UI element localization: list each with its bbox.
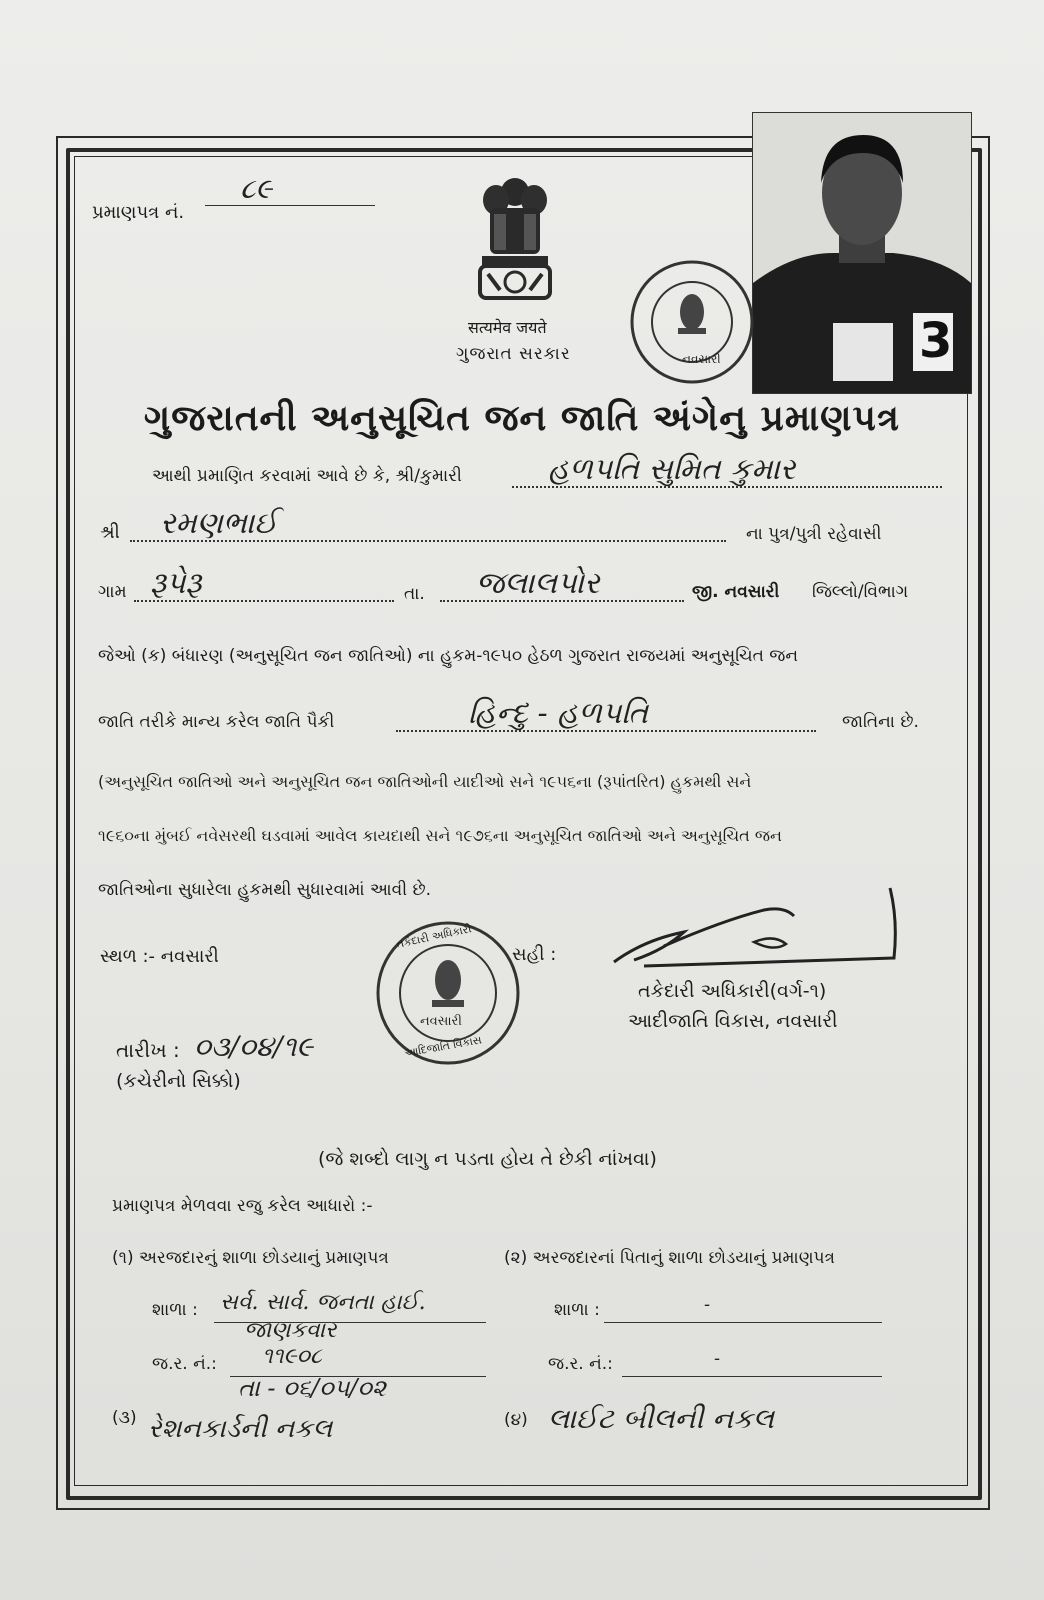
- para-line-4: ૧૯૬૦ના મુંબઈ નવેસરથી ઘડવામાં આવેલ કાયદાથી સને ૧૯૭૬ના અનુસૂચિત જાતિઓ અને અનુસૂચિત જન: [98, 826, 782, 845]
- photo-jersey-number: 3: [919, 313, 953, 369]
- document-4-value: લાઈટ બીલની નકલ: [548, 1402, 775, 1435]
- seal-top-center-text: નવસારી: [682, 352, 721, 366]
- officer-office: આદીજાતિ વિકાસ, નવસારી: [628, 1010, 838, 1032]
- certificate-title: ગુજરાતની અનુસૂચિત જન જાતિ અંગેનુ પ્રમાણપત્ર: [143, 398, 901, 439]
- document-1-label: (૧) અરજદારનું શાળા છોડયાનું પ્રમાણપત્ર: [112, 1248, 389, 1268]
- district-label: જી. નવસારી: [692, 582, 780, 602]
- para-line-5: જાતિઓના સુધારેલા હુકમથી સુધારવામાં આવી છે.: [98, 880, 431, 900]
- father-name-value: રમણભાઈ: [160, 506, 278, 541]
- basis-label: પ્રમાણપત્ર મેળવવા રજુ કરેલ આધારો :-: [112, 1196, 373, 1216]
- gr-2-label: જ.ર. નં.:: [548, 1354, 613, 1374]
- date-label: તારીખ :: [116, 1038, 180, 1062]
- gr-1-label: જ.ર. નં.:: [152, 1354, 217, 1374]
- caste-label: જાતિ તરીકે માન્ય કરેલ જાતિ પૈકી: [98, 712, 335, 732]
- office-seal-top-icon: [626, 252, 756, 392]
- district-suffix: જિલ્લો/વિભાગ: [812, 582, 909, 602]
- seal-label: (કચેરીનો સિક્કો): [116, 1070, 241, 1092]
- village-label: ગામ: [98, 582, 127, 602]
- gr-2-value: -: [714, 1348, 721, 1369]
- shri-label: શ્રી: [100, 522, 120, 543]
- son-of-label: ના પુત્ર/પુત્રી રહેવાસી: [746, 524, 882, 544]
- seal-ring-bottom: આદિજાતિ વિકાસ: [403, 1033, 483, 1060]
- document-3-label: (૩): [112, 1408, 137, 1428]
- seal-ring-top: તકેદારી અધિકારી: [395, 922, 473, 951]
- para-line-1: જેઓ (ક) બંધારણ (અનુસૂચિત જન જાતિઓ) ના હુકમ-૧૯૫૦ હેઠળ ગુજરાત રાજયમાં અનુસૂચિત જન: [98, 646, 799, 666]
- village-value: રૂપેરૂ: [150, 566, 202, 601]
- strike-note: (જે શબ્દો લાગુ ન પડતા હોય તે છેકી નાંખવા): [318, 1148, 657, 1170]
- school-1-value: સર્વ. સાર્વ. જનતા હાઈ.: [220, 1290, 426, 1315]
- certificate-number-line: [205, 205, 375, 206]
- seal-center-text: નવસારી: [420, 1014, 462, 1029]
- certificate-number-value: ૮૯: [240, 172, 272, 205]
- applicant-photo: [752, 112, 972, 394]
- signature-label: સહી :: [512, 944, 557, 965]
- school-2-line: [604, 1322, 882, 1323]
- government-name: ગુજરાત સરકાર: [456, 344, 571, 364]
- place-label: સ્થળ :- નવસારી: [100, 946, 219, 967]
- taluka-label: તા.: [404, 584, 425, 604]
- gr-1-value: ૧૧૯૦૮: [262, 1344, 322, 1369]
- school-1-value-line2: જાણકવાર: [244, 1318, 337, 1343]
- taluka-value: જલાલપોર: [476, 566, 600, 601]
- gr-2-line: [622, 1376, 882, 1377]
- officer-title: તકેદારી અધિકારી(વર્ગ-૧): [638, 980, 827, 1002]
- school-1-label: શાળા :: [152, 1300, 198, 1320]
- para-line-3: (અનુસૂચિત જાતિઓ અને અનુસૂચિત જન જાતિઓની યાદીઓ સને ૧૯૫૬ના (રૂપાંતરિત) હુકમથી સને: [98, 772, 752, 791]
- officer-signature: [604, 880, 904, 980]
- emblem-motto: सत्यमेव जयते: [468, 318, 547, 337]
- caste-suffix: જાતિના છે.: [842, 712, 919, 732]
- document-3-value: રેશનકાર્ડની નકલ: [148, 1414, 333, 1444]
- document-4-label: (૪): [504, 1410, 528, 1430]
- document-2-label: (૨) અરજદારનાં પિતાનું શાળા છોડયાનું પ્રમાણપત્ર: [504, 1248, 836, 1268]
- ashoka-emblem-icon: [470, 170, 560, 310]
- gr-1-date: તા - ૦૬/૦૫/૦૨: [238, 1374, 386, 1402]
- date-value: ૦૩/૦૪/૧૯: [194, 1030, 313, 1063]
- certificate-number-label: પ્રમાણપત્ર નં.: [92, 202, 185, 223]
- school-2-label: શાળા :: [554, 1300, 600, 1320]
- school-2-value: -: [704, 1294, 711, 1315]
- caste-value: હિન્દુ - હળપતિ: [468, 696, 648, 731]
- person-name-value: હળપતિ સુમિત કુમાર: [548, 452, 796, 487]
- certify-label: આથી પ્રમાણિત કરવામાં આવે છે કે, શ્રી/કુમારી: [152, 466, 462, 486]
